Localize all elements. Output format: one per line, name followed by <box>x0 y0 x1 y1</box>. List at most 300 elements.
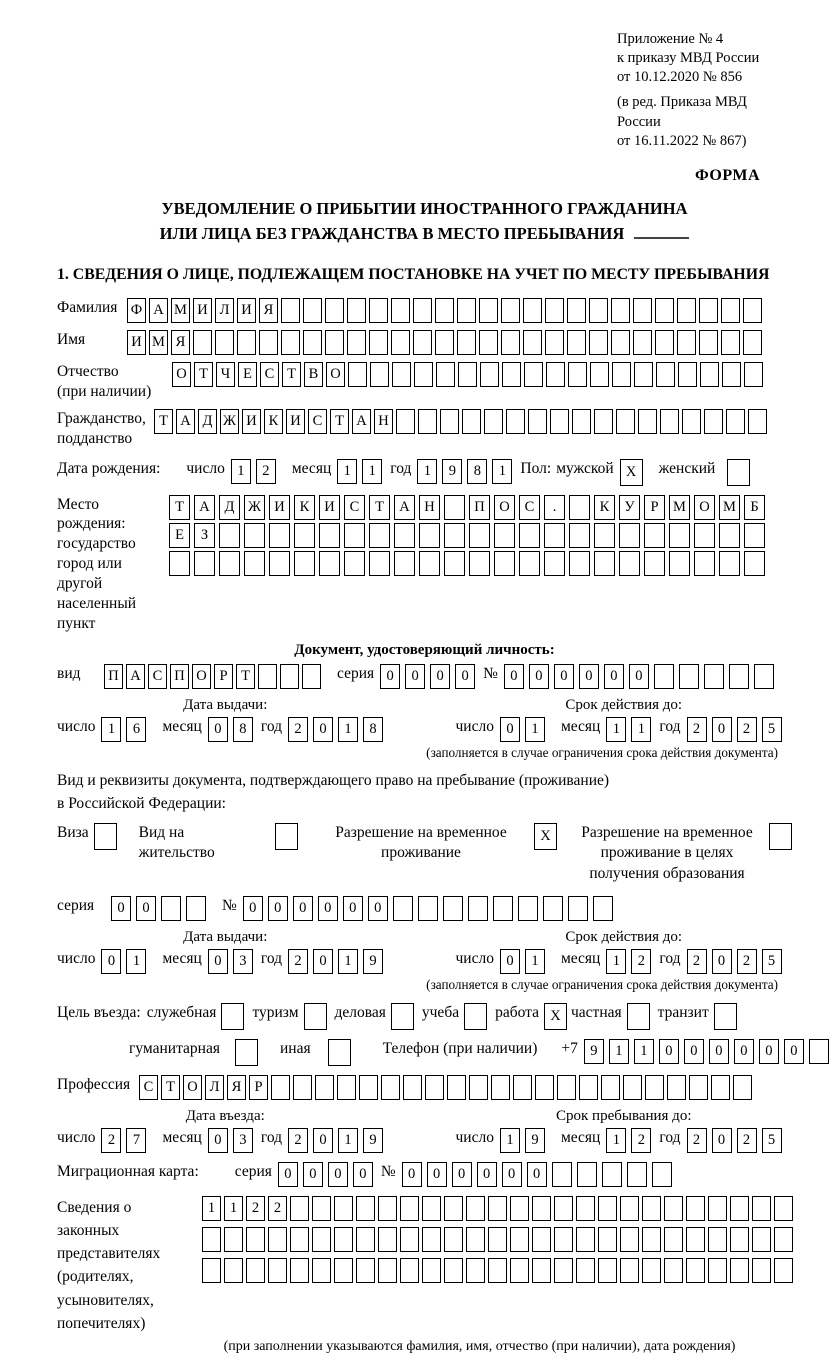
char-cell[interactable]: 1 <box>525 949 545 974</box>
char-cell[interactable] <box>193 330 212 355</box>
char-cell[interactable] <box>656 362 675 387</box>
temp-residence-education-checkbox[interactable] <box>769 823 792 850</box>
char-cell[interactable] <box>280 664 299 689</box>
char-cell[interactable] <box>748 409 767 434</box>
char-cell[interactable] <box>488 1196 507 1221</box>
char-cell[interactable]: П <box>170 664 189 689</box>
char-cell[interactable] <box>319 523 340 548</box>
char-cell[interactable] <box>393 896 413 921</box>
char-cell[interactable] <box>699 330 718 355</box>
char-cell[interactable] <box>369 298 388 323</box>
char-cell[interactable]: 1 <box>338 949 358 974</box>
char-cell[interactable] <box>644 523 665 548</box>
char-cell[interactable] <box>494 523 515 548</box>
char-cell[interactable] <box>601 1075 620 1100</box>
char-cell[interactable] <box>623 1075 642 1100</box>
temp-residence-checkbox[interactable] <box>534 823 557 850</box>
char-cell[interactable] <box>689 1075 708 1100</box>
char-cell[interactable] <box>619 523 640 548</box>
char-cell[interactable] <box>268 1227 287 1252</box>
char-cell[interactable]: С <box>308 409 327 434</box>
char-cell[interactable]: 0 <box>659 1039 679 1064</box>
char-cell[interactable]: Я <box>227 1075 246 1100</box>
char-cell[interactable] <box>381 1075 400 1100</box>
char-cell[interactable]: 1 <box>231 459 251 484</box>
char-cell[interactable] <box>435 330 454 355</box>
char-cell[interactable] <box>294 551 315 576</box>
char-cell[interactable] <box>258 664 277 689</box>
char-cell[interactable] <box>510 1196 529 1221</box>
char-cell[interactable] <box>598 1227 617 1252</box>
char-cell[interactable]: 9 <box>584 1039 604 1064</box>
char-cell[interactable] <box>422 1227 441 1252</box>
char-cell[interactable]: М <box>669 495 690 520</box>
char-cell[interactable] <box>598 1196 617 1221</box>
char-cell[interactable] <box>627 1162 647 1187</box>
char-cell[interactable]: 1 <box>525 717 545 742</box>
char-cell[interactable]: 7 <box>126 1128 146 1153</box>
char-cell[interactable] <box>444 495 465 520</box>
char-cell[interactable]: И <box>237 298 256 323</box>
char-cell[interactable]: 8 <box>467 459 487 484</box>
char-cell[interactable] <box>458 362 477 387</box>
char-cell[interactable] <box>219 551 240 576</box>
char-cell[interactable]: Т <box>236 664 255 689</box>
char-cell[interactable] <box>655 298 674 323</box>
char-cell[interactable] <box>667 1075 686 1100</box>
char-cell[interactable] <box>752 1258 771 1283</box>
char-cell[interactable] <box>443 896 463 921</box>
char-cell[interactable] <box>686 1196 705 1221</box>
char-cell[interactable]: 1 <box>606 949 626 974</box>
char-cell[interactable]: У <box>619 495 640 520</box>
char-cell[interactable]: 0 <box>427 1162 447 1187</box>
char-cell[interactable] <box>589 330 608 355</box>
char-cell[interactable] <box>315 1075 334 1100</box>
char-cell[interactable]: 0 <box>712 949 732 974</box>
char-cell[interactable] <box>620 1258 639 1283</box>
char-cell[interactable] <box>552 1162 572 1187</box>
char-cell[interactable]: 0 <box>604 664 624 689</box>
char-cell[interactable] <box>325 330 344 355</box>
char-cell[interactable]: 9 <box>363 949 383 974</box>
char-cell[interactable]: 2 <box>687 1128 707 1153</box>
char-cell[interactable]: 1 <box>631 717 651 742</box>
char-cell[interactable] <box>677 298 696 323</box>
char-cell[interactable]: 0 <box>712 717 732 742</box>
char-cell[interactable]: 1 <box>101 717 121 742</box>
char-cell[interactable] <box>369 551 390 576</box>
char-cell[interactable] <box>754 664 774 689</box>
char-cell[interactable]: О <box>326 362 345 387</box>
purpose-tourism-checkbox[interactable] <box>304 1003 327 1030</box>
char-cell[interactable] <box>642 1227 661 1252</box>
char-cell[interactable]: С <box>260 362 279 387</box>
char-cell[interactable] <box>457 330 476 355</box>
char-cell[interactable] <box>669 523 690 548</box>
char-cell[interactable] <box>545 298 564 323</box>
char-cell[interactable]: 5 <box>762 949 782 974</box>
char-cell[interactable] <box>303 298 322 323</box>
char-cell[interactable] <box>403 1075 422 1100</box>
char-cell[interactable]: А <box>176 409 195 434</box>
char-cell[interactable]: 0 <box>629 664 649 689</box>
char-cell[interactable] <box>396 409 415 434</box>
char-cell[interactable]: О <box>172 362 191 387</box>
char-cell[interactable] <box>400 1196 419 1221</box>
purpose-humanitarian-checkbox[interactable] <box>235 1039 258 1066</box>
char-cell[interactable]: В <box>304 362 323 387</box>
char-cell[interactable] <box>634 362 653 387</box>
char-cell[interactable] <box>694 551 715 576</box>
char-cell[interactable]: 1 <box>337 459 357 484</box>
char-cell[interactable]: 2 <box>631 1128 651 1153</box>
char-cell[interactable] <box>594 551 615 576</box>
char-cell[interactable] <box>569 523 590 548</box>
char-cell[interactable] <box>488 1258 507 1283</box>
char-cell[interactable]: З <box>194 523 215 548</box>
char-cell[interactable]: И <box>286 409 305 434</box>
char-cell[interactable] <box>391 1003 414 1030</box>
char-cell[interactable] <box>444 1227 463 1252</box>
char-cell[interactable]: 1 <box>500 1128 520 1153</box>
char-cell[interactable] <box>664 1196 683 1221</box>
char-cell[interactable] <box>418 896 438 921</box>
char-cell[interactable] <box>325 298 344 323</box>
char-cell[interactable] <box>344 551 365 576</box>
char-cell[interactable]: И <box>242 409 261 434</box>
purpose-study-checkbox[interactable] <box>464 1003 487 1030</box>
char-cell[interactable] <box>422 1196 441 1221</box>
char-cell[interactable]: Л <box>205 1075 224 1100</box>
char-cell[interactable] <box>532 1196 551 1221</box>
char-cell[interactable]: . <box>544 495 565 520</box>
char-cell[interactable] <box>567 330 586 355</box>
char-cell[interactable] <box>400 1227 419 1252</box>
char-cell[interactable] <box>480 362 499 387</box>
char-cell[interactable]: О <box>183 1075 202 1100</box>
char-cell[interactable]: 0 <box>527 1162 547 1187</box>
char-cell[interactable]: Ч <box>216 362 235 387</box>
char-cell[interactable]: 0 <box>243 896 263 921</box>
char-cell[interactable]: С <box>148 664 167 689</box>
char-cell[interactable] <box>546 362 565 387</box>
char-cell[interactable] <box>391 298 410 323</box>
char-cell[interactable] <box>569 551 590 576</box>
char-cell[interactable]: Я <box>259 298 278 323</box>
char-cell[interactable]: 0 <box>684 1039 704 1064</box>
char-cell[interactable]: Т <box>161 1075 180 1100</box>
char-cell[interactable] <box>369 330 388 355</box>
char-cell[interactable] <box>221 1003 244 1030</box>
char-cell[interactable]: 2 <box>631 949 651 974</box>
char-cell[interactable] <box>457 298 476 323</box>
char-cell[interactable]: Ф <box>127 298 146 323</box>
char-cell[interactable]: 0 <box>500 717 520 742</box>
residence-permit-checkbox[interactable] <box>275 823 298 850</box>
char-cell[interactable] <box>532 1227 551 1252</box>
char-cell[interactable] <box>769 823 792 850</box>
char-cell[interactable] <box>294 523 315 548</box>
char-cell[interactable] <box>774 1258 793 1283</box>
char-cell[interactable] <box>235 1039 258 1066</box>
char-cell[interactable] <box>679 664 699 689</box>
char-cell[interactable] <box>627 1003 650 1030</box>
char-cell[interactable]: 0 <box>504 664 524 689</box>
char-cell[interactable] <box>202 1227 221 1252</box>
char-cell[interactable]: 1 <box>634 1039 654 1064</box>
char-cell[interactable]: 0 <box>380 664 400 689</box>
char-cell[interactable]: 0 <box>353 1162 373 1187</box>
char-cell[interactable] <box>743 298 762 323</box>
char-cell[interactable]: 0 <box>313 717 333 742</box>
char-cell[interactable]: А <box>352 409 371 434</box>
char-cell[interactable]: 0 <box>208 1128 228 1153</box>
char-cell[interactable] <box>726 409 745 434</box>
char-cell[interactable]: А <box>394 495 415 520</box>
char-cell[interactable] <box>579 1075 598 1100</box>
char-cell[interactable] <box>554 1227 573 1252</box>
char-cell[interactable] <box>576 1196 595 1221</box>
purpose-private-checkbox[interactable] <box>627 1003 650 1030</box>
char-cell[interactable]: Е <box>238 362 257 387</box>
char-cell[interactable]: 0 <box>293 896 313 921</box>
char-cell[interactable] <box>730 1227 749 1252</box>
char-cell[interactable]: 2 <box>268 1196 287 1221</box>
char-cell[interactable]: 5 <box>762 1128 782 1153</box>
char-cell[interactable]: 2 <box>256 459 276 484</box>
char-cell[interactable] <box>484 409 503 434</box>
char-cell[interactable] <box>462 409 481 434</box>
char-cell[interactable] <box>744 551 765 576</box>
char-cell[interactable] <box>271 1075 290 1100</box>
char-cell[interactable] <box>464 1003 487 1030</box>
char-cell[interactable] <box>268 1258 287 1283</box>
char-cell[interactable] <box>414 362 433 387</box>
char-cell[interactable]: 0 <box>452 1162 472 1187</box>
phone-cells[interactable] <box>584 1039 829 1064</box>
char-cell[interactable]: С <box>519 495 540 520</box>
char-cell[interactable]: О <box>494 495 515 520</box>
char-cell[interactable] <box>774 1227 793 1252</box>
char-cell[interactable]: 1 <box>224 1196 243 1221</box>
char-cell[interactable] <box>413 330 432 355</box>
char-cell[interactable] <box>567 298 586 323</box>
char-cell[interactable] <box>686 1227 705 1252</box>
char-cell[interactable] <box>469 551 490 576</box>
purpose-work-checkbox[interactable] <box>544 1003 567 1030</box>
char-cell[interactable] <box>654 664 674 689</box>
char-cell[interactable]: О <box>192 664 211 689</box>
char-cell[interactable]: 9 <box>363 1128 383 1153</box>
char-cell[interactable] <box>493 896 513 921</box>
char-cell[interactable] <box>413 298 432 323</box>
char-cell[interactable] <box>633 330 652 355</box>
char-cell[interactable] <box>337 1075 356 1100</box>
char-cell[interactable] <box>466 1227 485 1252</box>
char-cell[interactable] <box>356 1227 375 1252</box>
char-cell[interactable] <box>259 330 278 355</box>
char-cell[interactable]: 3 <box>233 1128 253 1153</box>
char-cell[interactable]: 8 <box>233 717 253 742</box>
char-cell[interactable] <box>602 1162 622 1187</box>
char-cell[interactable] <box>644 551 665 576</box>
char-cell[interactable] <box>469 1075 488 1100</box>
char-cell[interactable] <box>293 1075 312 1100</box>
char-cell[interactable]: 0 <box>477 1162 497 1187</box>
char-cell[interactable] <box>568 896 588 921</box>
char-cell[interactable] <box>620 1227 639 1252</box>
char-cell[interactable] <box>652 1162 672 1187</box>
char-cell[interactable]: Я <box>171 330 190 355</box>
char-cell[interactable] <box>418 409 437 434</box>
char-cell[interactable]: 0 <box>313 1128 333 1153</box>
char-cell[interactable]: X <box>544 1003 567 1030</box>
char-cell[interactable]: 0 <box>554 664 574 689</box>
char-cell[interactable] <box>544 551 565 576</box>
char-cell[interactable] <box>543 896 563 921</box>
char-cell[interactable]: 2 <box>737 1128 757 1153</box>
char-cell[interactable]: 0 <box>303 1162 323 1187</box>
char-cell[interactable] <box>550 409 569 434</box>
char-cell[interactable] <box>344 523 365 548</box>
char-cell[interactable] <box>444 523 465 548</box>
char-cell[interactable]: К <box>594 495 615 520</box>
char-cell[interactable]: 3 <box>233 949 253 974</box>
char-cell[interactable] <box>334 1258 353 1283</box>
char-cell[interactable] <box>611 330 630 355</box>
char-cell[interactable] <box>572 409 591 434</box>
char-cell[interactable]: 1 <box>362 459 382 484</box>
char-cell[interactable] <box>246 1258 265 1283</box>
char-cell[interactable]: 2 <box>687 717 707 742</box>
char-cell[interactable]: А <box>149 298 168 323</box>
char-cell[interactable]: 0 <box>318 896 338 921</box>
char-cell[interactable]: Б <box>744 495 765 520</box>
char-cell[interactable]: 5 <box>762 717 782 742</box>
char-cell[interactable] <box>359 1075 378 1100</box>
char-cell[interactable] <box>730 1258 749 1283</box>
char-cell[interactable] <box>721 330 740 355</box>
char-cell[interactable]: 6 <box>126 717 146 742</box>
char-cell[interactable]: 2 <box>288 1128 308 1153</box>
char-cell[interactable]: М <box>149 330 168 355</box>
char-cell[interactable]: 2 <box>246 1196 265 1221</box>
char-cell[interactable] <box>544 523 565 548</box>
char-cell[interactable]: Е <box>169 523 190 548</box>
char-cell[interactable]: К <box>264 409 283 434</box>
char-cell[interactable] <box>645 1075 664 1100</box>
char-cell[interactable]: Т <box>169 495 190 520</box>
char-cell[interactable] <box>612 362 631 387</box>
char-cell[interactable]: 2 <box>737 717 757 742</box>
char-cell[interactable]: 0 <box>278 1162 298 1187</box>
char-cell[interactable] <box>422 1258 441 1283</box>
char-cell[interactable] <box>488 1227 507 1252</box>
char-cell[interactable] <box>400 1258 419 1283</box>
char-cell[interactable] <box>269 523 290 548</box>
char-cell[interactable]: 9 <box>442 459 462 484</box>
char-cell[interactable]: 0 <box>208 949 228 974</box>
char-cell[interactable] <box>370 362 389 387</box>
char-cell[interactable] <box>721 298 740 323</box>
char-cell[interactable] <box>435 298 454 323</box>
char-cell[interactable]: О <box>694 495 715 520</box>
char-cell[interactable]: 0 <box>208 717 228 742</box>
char-cell[interactable]: Т <box>154 409 173 434</box>
char-cell[interactable] <box>535 1075 554 1100</box>
char-cell[interactable] <box>704 664 724 689</box>
char-cell[interactable] <box>519 551 540 576</box>
char-cell[interactable] <box>334 1196 353 1221</box>
char-cell[interactable] <box>523 298 542 323</box>
char-cell[interactable] <box>569 495 590 520</box>
char-cell[interactable]: 2 <box>288 949 308 974</box>
char-cell[interactable]: 1 <box>202 1196 221 1221</box>
char-cell[interactable] <box>669 551 690 576</box>
char-cell[interactable] <box>510 1258 529 1283</box>
char-cell[interactable] <box>638 409 657 434</box>
char-cell[interactable] <box>419 551 440 576</box>
char-cell[interactable] <box>224 1258 243 1283</box>
char-cell[interactable] <box>394 523 415 548</box>
char-cell[interactable]: 0 <box>784 1039 804 1064</box>
char-cell[interactable] <box>269 551 290 576</box>
char-cell[interactable]: 1 <box>606 717 626 742</box>
char-cell[interactable] <box>378 1227 397 1252</box>
char-cell[interactable] <box>686 1258 705 1283</box>
char-cell[interactable] <box>554 1258 573 1283</box>
char-cell[interactable]: Р <box>644 495 665 520</box>
char-cell[interactable] <box>501 330 520 355</box>
char-cell[interactable] <box>714 1003 737 1030</box>
char-cell[interactable] <box>479 330 498 355</box>
char-cell[interactable]: Т <box>194 362 213 387</box>
char-cell[interactable] <box>447 1075 466 1100</box>
char-cell[interactable] <box>469 523 490 548</box>
char-cell[interactable]: Р <box>214 664 233 689</box>
purpose-official-checkbox[interactable] <box>221 1003 244 1030</box>
char-cell[interactable] <box>611 298 630 323</box>
char-cell[interactable] <box>711 1075 730 1100</box>
char-cell[interactable] <box>334 1227 353 1252</box>
char-cell[interactable] <box>312 1227 331 1252</box>
char-cell[interactable] <box>557 1075 576 1100</box>
char-cell[interactable] <box>809 1039 829 1064</box>
char-cell[interactable] <box>594 409 613 434</box>
char-cell[interactable] <box>677 330 696 355</box>
char-cell[interactable] <box>506 409 525 434</box>
char-cell[interactable] <box>494 551 515 576</box>
visa-checkbox[interactable] <box>94 823 117 850</box>
char-cell[interactable]: 1 <box>609 1039 629 1064</box>
char-cell[interactable]: И <box>127 330 146 355</box>
char-cell[interactable] <box>743 330 762 355</box>
char-cell[interactable]: Н <box>419 495 440 520</box>
char-cell[interactable]: 0 <box>712 1128 732 1153</box>
char-cell[interactable]: А <box>126 664 145 689</box>
char-cell[interactable] <box>491 1075 510 1100</box>
char-cell[interactable]: 1 <box>606 1128 626 1153</box>
char-cell[interactable]: Н <box>374 409 393 434</box>
char-cell[interactable] <box>577 1162 597 1187</box>
char-cell[interactable] <box>519 523 540 548</box>
char-cell[interactable] <box>312 1196 331 1221</box>
char-cell[interactable]: 0 <box>328 1162 348 1187</box>
char-cell[interactable] <box>237 330 256 355</box>
char-cell[interactable] <box>633 298 652 323</box>
char-cell[interactable] <box>161 896 181 921</box>
